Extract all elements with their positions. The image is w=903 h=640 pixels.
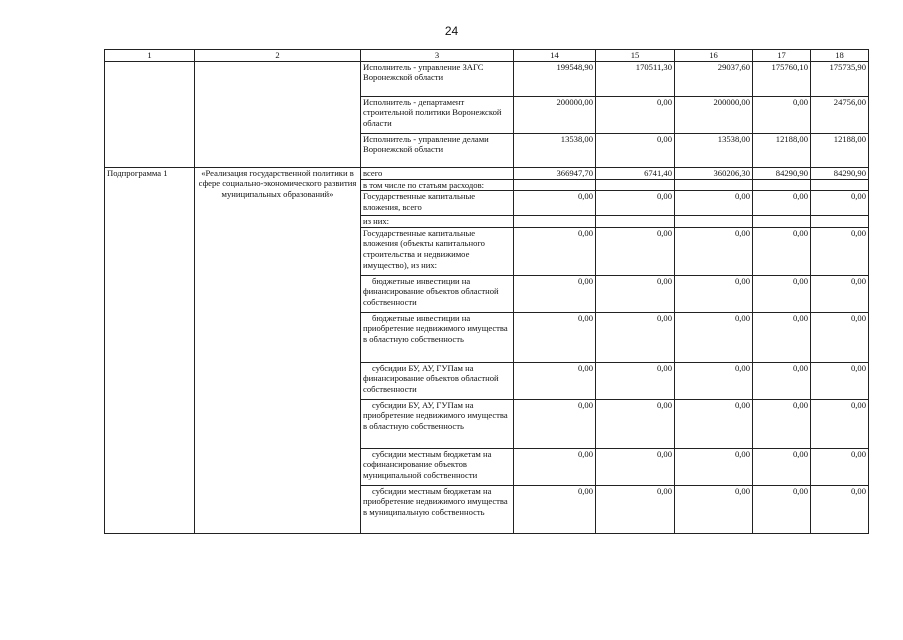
value-cell: 0,00: [811, 448, 869, 485]
subprogram-code: Подпрограмма 1: [105, 167, 195, 533]
value-cell: 0,00: [596, 191, 675, 216]
value-cell: 0,00: [596, 312, 675, 362]
value-cell: 200000,00: [514, 96, 596, 133]
value-cell: 0,00: [514, 275, 596, 312]
value-cell: 0,00: [811, 191, 869, 216]
value-cell: [753, 216, 811, 228]
value-cell: 12188,00: [753, 133, 811, 167]
value-cell: 0,00: [675, 227, 753, 275]
value-cell: 0,00: [811, 362, 869, 399]
value-cell: 0,00: [514, 191, 596, 216]
col-header-1: 1: [105, 50, 195, 62]
row-label: Государственные капитальные вложения (объекты капитального строительства и недвижимое имущество), из них:: [361, 227, 514, 275]
row-label: Исполнитель - управление ЗАГС Воронежской области: [361, 61, 514, 96]
value-cell: 12188,00: [811, 133, 869, 167]
budget-table: [104, 49, 869, 534]
value-cell: 0,00: [753, 485, 811, 533]
value-cell: 84290,90: [811, 167, 869, 179]
value-cell: 0,00: [753, 312, 811, 362]
value-cell: 0,00: [514, 227, 596, 275]
row-label: из них:: [361, 216, 514, 228]
value-cell: 0,00: [675, 399, 753, 448]
value-cell: 0,00: [596, 485, 675, 533]
row-label: в том числе по статьям расходов:: [361, 179, 514, 191]
value-cell: 0,00: [753, 227, 811, 275]
value-cell: 0,00: [753, 96, 811, 133]
value-cell: 0,00: [753, 399, 811, 448]
value-cell: 0,00: [514, 399, 596, 448]
value-cell: [675, 216, 753, 228]
value-cell: 0,00: [596, 399, 675, 448]
col-header-18: 18: [811, 50, 869, 62]
empty-cell: [195, 61, 361, 167]
value-cell: [514, 179, 596, 191]
value-cell: 0,00: [514, 362, 596, 399]
col-header-17: 17: [753, 50, 811, 62]
col-header-15: 15: [596, 50, 675, 62]
value-cell: 0,00: [753, 448, 811, 485]
value-cell: 0,00: [811, 312, 869, 362]
value-cell: 0,00: [514, 448, 596, 485]
value-cell: 0,00: [596, 133, 675, 167]
value-cell: 84290,90: [753, 167, 811, 179]
header-row: [105, 50, 869, 62]
value-cell: 175735,90: [811, 61, 869, 96]
subprogram-title: «Реализация государственной политики в сфере социально-экономического развития муниципальных образований»: [195, 167, 361, 533]
value-cell: 0,00: [811, 399, 869, 448]
row-label: бюджетные инвестиции на финансирование объектов областной собственности: [361, 275, 514, 312]
value-cell: [811, 216, 869, 228]
value-cell: 0,00: [811, 227, 869, 275]
value-cell: 13538,00: [514, 133, 596, 167]
value-cell: [675, 179, 753, 191]
value-cell: 0,00: [675, 312, 753, 362]
table-row: [105, 167, 869, 179]
value-cell: 24756,00: [811, 96, 869, 133]
row-label: Исполнитель - управление делами Воронежской области: [361, 133, 514, 167]
row-label: Исполнитель - департамент строительной политики Воронежской области: [361, 96, 514, 133]
value-cell: 29037,60: [675, 61, 753, 96]
empty-cell: [105, 61, 195, 167]
value-cell: 0,00: [675, 362, 753, 399]
row-label: субсидии БУ, АУ, ГУПам на приобретение недвижимого имущества в областную собственность: [361, 399, 514, 448]
row-label: субсидии местным бюджетам на софинансирование объектов муниципальной собственности: [361, 448, 514, 485]
value-cell: 0,00: [675, 485, 753, 533]
value-cell: 0,00: [596, 96, 675, 133]
table-row: [105, 61, 869, 96]
value-cell: 200000,00: [675, 96, 753, 133]
row-label: субсидии БУ, АУ, ГУПам на финансирование объектов областной собственности: [361, 362, 514, 399]
value-cell: 0,00: [811, 485, 869, 533]
value-cell: 0,00: [811, 275, 869, 312]
value-cell: 366947,70: [514, 167, 596, 179]
value-cell: 0,00: [675, 448, 753, 485]
value-cell: 0,00: [514, 312, 596, 362]
row-label: всего: [361, 167, 514, 179]
col-header-3: 3: [361, 50, 514, 62]
value-cell: 199548,90: [514, 61, 596, 96]
value-cell: 0,00: [753, 362, 811, 399]
value-cell: 0,00: [596, 227, 675, 275]
value-cell: 0,00: [596, 275, 675, 312]
value-cell: [753, 179, 811, 191]
value-cell: 0,00: [596, 448, 675, 485]
page-number: 24: [444, 24, 459, 38]
row-label: бюджетные инвестиции на приобретение недвижимого имущества в областную собственность: [361, 312, 514, 362]
value-cell: 6741,40: [596, 167, 675, 179]
value-cell: 0,00: [753, 275, 811, 312]
value-cell: 0,00: [753, 191, 811, 216]
value-cell: 0,00: [675, 191, 753, 216]
value-cell: 0,00: [675, 275, 753, 312]
col-header-2: 2: [195, 50, 361, 62]
row-label: субсидии местным бюджетам на приобретение недвижимого имущества в муниципальную собственность: [361, 485, 514, 533]
value-cell: 13538,00: [675, 133, 753, 167]
col-header-14: 14: [514, 50, 596, 62]
row-label: Государственные капитальные вложения, всего: [361, 191, 514, 216]
value-cell: 170511,30: [596, 61, 675, 96]
value-cell: [811, 179, 869, 191]
value-cell: 175760,10: [753, 61, 811, 96]
col-header-16: 16: [675, 50, 753, 62]
value-cell: [514, 216, 596, 228]
value-cell: [596, 179, 675, 191]
value-cell: 360206,30: [675, 167, 753, 179]
value-cell: 0,00: [514, 485, 596, 533]
value-cell: 0,00: [596, 362, 675, 399]
value-cell: [596, 216, 675, 228]
